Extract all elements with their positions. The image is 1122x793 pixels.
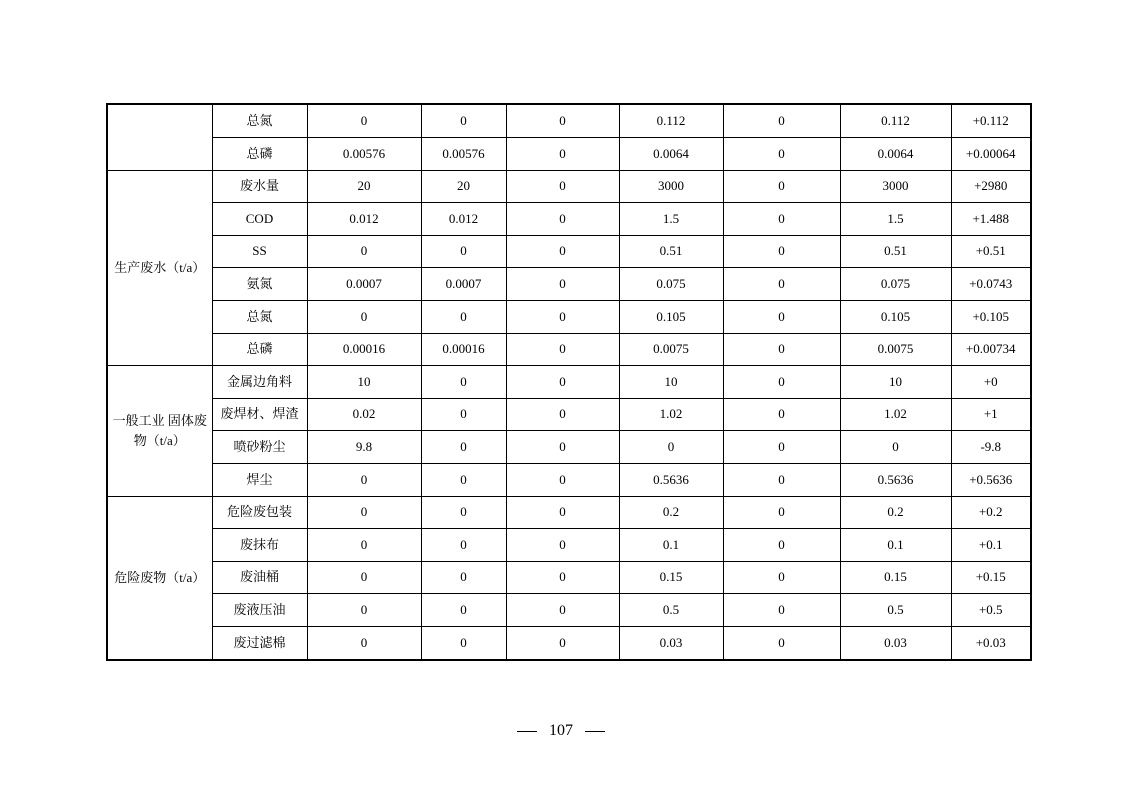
value-cell: 0 [307, 301, 421, 334]
group-label [107, 104, 212, 170]
value-cell: 0 [723, 203, 840, 236]
value-cell: +2980 [951, 170, 1031, 203]
value-cell: 1.5 [619, 203, 723, 236]
value-cell: 9.8 [307, 431, 421, 464]
value-cell: 0.012 [307, 203, 421, 236]
value-cell: 0 [506, 170, 619, 203]
table-row [107, 203, 1031, 236]
group-label: 生产废水（t/a） [107, 170, 212, 366]
table-row [107, 170, 1031, 203]
item-cell: SS [212, 235, 307, 268]
value-cell: +0.112 [951, 104, 1031, 138]
value-cell: 0 [506, 104, 619, 138]
value-cell: 0 [421, 235, 506, 268]
value-cell: +0.51 [951, 235, 1031, 268]
value-cell: +1.488 [951, 203, 1031, 236]
value-cell: 0 [421, 398, 506, 431]
table-row [107, 496, 1031, 529]
value-cell: 0.0007 [421, 268, 506, 301]
value-cell: 0.1 [619, 529, 723, 562]
value-cell: 0.2 [840, 496, 951, 529]
item-cell: 金属边角料 [212, 366, 307, 399]
value-cell: 1.02 [840, 398, 951, 431]
value-cell: 20 [421, 170, 506, 203]
value-cell: 0.00576 [421, 138, 506, 171]
value-cell: 0.15 [840, 561, 951, 594]
item-cell: 废焊材、焊渣 [212, 398, 307, 431]
item-cell: 喷砂粉尘 [212, 431, 307, 464]
value-cell: 0.075 [840, 268, 951, 301]
value-cell: 0.51 [840, 235, 951, 268]
value-cell: +0 [951, 366, 1031, 399]
table-row [107, 626, 1031, 660]
value-cell: 0 [840, 431, 951, 464]
value-cell: 0.03 [840, 626, 951, 660]
value-cell: 0.5 [840, 594, 951, 627]
value-cell: 0 [723, 626, 840, 660]
value-cell: 0 [506, 431, 619, 464]
item-cell: 废油桶 [212, 561, 307, 594]
value-cell: 0.00576 [307, 138, 421, 171]
table-row [107, 366, 1031, 399]
value-cell: +0.5636 [951, 463, 1031, 496]
value-cell: 0.012 [421, 203, 506, 236]
value-cell: 0 [723, 561, 840, 594]
value-cell: 0 [421, 561, 506, 594]
value-cell: 0 [723, 268, 840, 301]
value-cell: 0 [421, 594, 506, 627]
item-cell: 总磷 [212, 333, 307, 366]
page-number: 107 [549, 722, 573, 739]
value-cell: 1.5 [840, 203, 951, 236]
value-cell: 0 [421, 463, 506, 496]
footer-dash-right [585, 731, 605, 732]
value-cell: 0 [506, 268, 619, 301]
value-cell: +0.105 [951, 301, 1031, 334]
value-cell: +1 [951, 398, 1031, 431]
value-cell: 3000 [619, 170, 723, 203]
value-cell: 0 [506, 235, 619, 268]
value-cell: +0.00734 [951, 333, 1031, 366]
value-cell: 0.0075 [840, 333, 951, 366]
table-row [107, 398, 1031, 431]
page-footer [0, 722, 1122, 740]
footer-dash-left [517, 731, 537, 732]
value-cell: 0 [723, 235, 840, 268]
table-row [107, 529, 1031, 562]
value-cell: 0 [723, 398, 840, 431]
value-cell: 3000 [840, 170, 951, 203]
value-cell: 0.105 [619, 301, 723, 334]
value-cell: +0.03 [951, 626, 1031, 660]
value-cell: 0 [506, 496, 619, 529]
item-cell: 废液压油 [212, 594, 307, 627]
value-cell: 0 [506, 203, 619, 236]
value-cell: 0 [307, 496, 421, 529]
value-cell: 0 [307, 594, 421, 627]
value-cell: 0 [307, 463, 421, 496]
value-cell: 0 [723, 138, 840, 171]
value-cell: +0.15 [951, 561, 1031, 594]
value-cell: 0 [307, 104, 421, 138]
value-cell: 0.02 [307, 398, 421, 431]
table-row [107, 235, 1031, 268]
value-cell: 0 [506, 529, 619, 562]
table-row [107, 301, 1031, 334]
value-cell: 0 [421, 626, 506, 660]
value-cell: 0.0075 [619, 333, 723, 366]
item-cell: 氨氮 [212, 268, 307, 301]
value-cell: 0 [723, 333, 840, 366]
table-row [107, 104, 1031, 138]
value-cell: 0.03 [619, 626, 723, 660]
group-label: 危险废物（t/a） [107, 496, 212, 660]
value-cell: 0 [723, 529, 840, 562]
value-cell: 0.5636 [840, 463, 951, 496]
value-cell: 0 [723, 496, 840, 529]
value-cell: 0 [506, 561, 619, 594]
value-cell: -9.8 [951, 431, 1031, 464]
value-cell: 0 [421, 301, 506, 334]
value-cell: 0.00016 [307, 333, 421, 366]
value-cell: 0.0007 [307, 268, 421, 301]
value-cell: 0 [421, 366, 506, 399]
value-cell: 0 [723, 301, 840, 334]
value-cell: 0.1 [840, 529, 951, 562]
item-cell: 废抹布 [212, 529, 307, 562]
value-cell: 1.02 [619, 398, 723, 431]
value-cell: +0.2 [951, 496, 1031, 529]
value-cell: 0.0064 [619, 138, 723, 171]
value-cell: 10 [619, 366, 723, 399]
value-cell: +0.0743 [951, 268, 1031, 301]
value-cell: 0 [506, 138, 619, 171]
value-cell: 0 [506, 626, 619, 660]
value-cell: 0 [506, 333, 619, 366]
value-cell: 0.51 [619, 235, 723, 268]
value-cell: 0.112 [619, 104, 723, 138]
value-cell: 0 [723, 366, 840, 399]
value-cell: 0 [506, 594, 619, 627]
value-cell: 0.2 [619, 496, 723, 529]
value-cell: 0.5 [619, 594, 723, 627]
item-cell: 总磷 [212, 138, 307, 171]
value-cell: 0 [421, 431, 506, 464]
item-cell: 危险废包装 [212, 496, 307, 529]
value-cell: 0 [307, 529, 421, 562]
table-row [107, 594, 1031, 627]
value-cell: 0 [506, 398, 619, 431]
value-cell: 0 [506, 301, 619, 334]
value-cell: 0 [421, 529, 506, 562]
item-cell: 焊尘 [212, 463, 307, 496]
value-cell: +0.5 [951, 594, 1031, 627]
value-cell: 0 [619, 431, 723, 464]
value-cell: 0 [307, 561, 421, 594]
item-cell: 总氮 [212, 301, 307, 334]
value-cell: 0 [723, 104, 840, 138]
value-cell: 0.0064 [840, 138, 951, 171]
value-cell: 0 [723, 463, 840, 496]
value-cell: 20 [307, 170, 421, 203]
value-cell: 0.075 [619, 268, 723, 301]
emissions-table [106, 103, 1032, 661]
table-row [107, 138, 1031, 171]
item-cell: 废水量 [212, 170, 307, 203]
value-cell: 0.105 [840, 301, 951, 334]
item-cell: COD [212, 203, 307, 236]
value-cell: 0 [723, 594, 840, 627]
value-cell: +0.1 [951, 529, 1031, 562]
table-row [107, 268, 1031, 301]
value-cell: 0 [421, 496, 506, 529]
table-row [107, 561, 1031, 594]
value-cell: 10 [307, 366, 421, 399]
value-cell: 0 [307, 626, 421, 660]
value-cell: 0 [421, 104, 506, 138]
group-label: 一般工业 固体废物（t/a） [107, 366, 212, 496]
value-cell: 10 [840, 366, 951, 399]
value-cell: +0.00064 [951, 138, 1031, 171]
value-cell: 0.15 [619, 561, 723, 594]
value-cell: 0.112 [840, 104, 951, 138]
value-cell: 0.00016 [421, 333, 506, 366]
item-cell: 废过滤棉 [212, 626, 307, 660]
table-row [107, 431, 1031, 464]
value-cell: 0 [723, 431, 840, 464]
value-cell: 0 [307, 235, 421, 268]
table-row [107, 333, 1031, 366]
value-cell: 0.5636 [619, 463, 723, 496]
item-cell: 总氮 [212, 104, 307, 138]
value-cell: 0 [723, 170, 840, 203]
value-cell: 0 [506, 463, 619, 496]
value-cell: 0 [506, 366, 619, 399]
table-row [107, 463, 1031, 496]
